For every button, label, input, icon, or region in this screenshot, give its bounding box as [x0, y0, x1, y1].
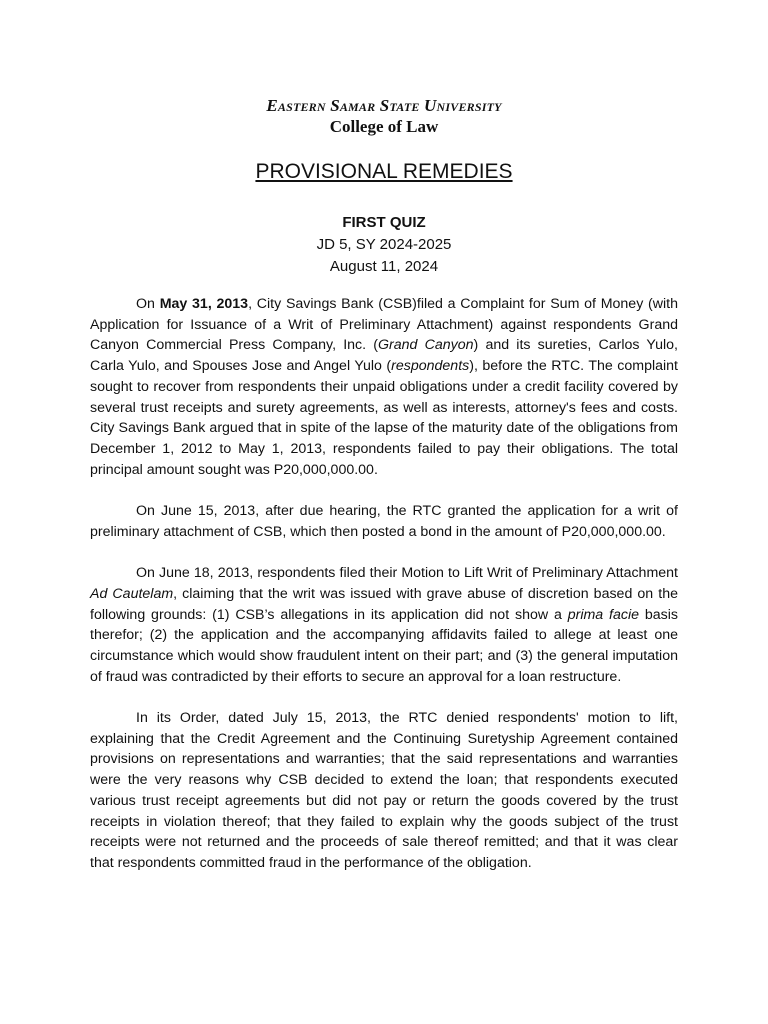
paragraph-1 [90, 294, 678, 480]
p1-text: ) and its sureties, Carlos Yulo, Carla Yulo, and Spouses Jose and Angel Yulo ( [90, 337, 678, 375]
quiz-date: August 11, 2024 [329, 258, 439, 275]
p1-text: , City Savings Bank (CSB)filed a Complaint for Sum of Money (with Application for Issuance of a Writ of Preliminary Attachment) against respondents Grand Canyon Commercial Press Company, Inc. ( [90, 296, 678, 354]
p3-latin-term: prima facie [567, 606, 640, 623]
p1-text: On [136, 296, 160, 312]
university-name: Eastern Samar State University [266, 96, 502, 115]
p1-text: ), before the RTC. The complaint sought to recover from respondents their unpaid obligations under a credit facility covered by several trust receipts and surety agreements, as well as interests, attorney's fees and costs. City Savings Bank argued that in spite of the lapse of the maturity date of the obligations from December 1, 2012 to May 1, 2013, respondents failed to pay their obligations. The total principal amount sought was P20,000,000.00. [90, 358, 678, 478]
document-body [90, 294, 678, 894]
paragraph-3 [90, 563, 678, 687]
p1-party: respondents [391, 358, 470, 375]
document-header [0, 96, 768, 138]
p3-text: , claiming that the writ was issued with grave abuse of discretion based on the following grounds: (1) CSB’s allegations in its application did not show a [90, 585, 678, 623]
college-name: College of Law [329, 117, 439, 136]
paragraph-4: In its Order, dated July 15, 2013, the RTC denied respondents' motion to lift, explaining that the Credit Agreement and the Continuing Suretyship Agreement contained provisions on representations and warranties; that the said representations and warranties were the very reasons why CSB decided to extend the loan; that respondents executed various trust receipt agreements but did not pay or return the goods covered by the trust receipts in violation thereof; that they failed to explain why the goods subject of the trust receipts were not returned and the proceeds of sale thereof remitted; and that it was clear that respondents committed fraud in the performance of the obligation. [90, 710, 678, 871]
p3-latin-term: Ad Cautelam [90, 585, 174, 602]
paragraph-2: On June 15, 2013, after due hearing, the RTC granted the application for a writ of preliminary attachment of CSB, which then posted a bond in the amount of P20,000,000.00. [90, 503, 678, 540]
course-title: PROVISIONAL REMEDIES [255, 160, 513, 183]
p1-party: Grand Canyon [378, 337, 474, 354]
quiz-term: JD 5, SY 2024-2025 [316, 236, 452, 253]
p1-date: May 31, 2013 [159, 296, 249, 312]
p3-text: On June 18, 2013, respondents filed their Motion to Lift Writ of Preliminary Attachment [136, 565, 678, 582]
quiz-title: FIRST QUIZ [342, 214, 426, 231]
quiz-info [0, 212, 768, 278]
p3-text: basis therefor; (2) the application and the accompanying affidavits failed to allege at least one circumstance which would show fraudulent intent on their part; and (3) the general imputation of fraud was contradicted by their efforts to secure an approval for a loan restructure. [90, 606, 678, 685]
